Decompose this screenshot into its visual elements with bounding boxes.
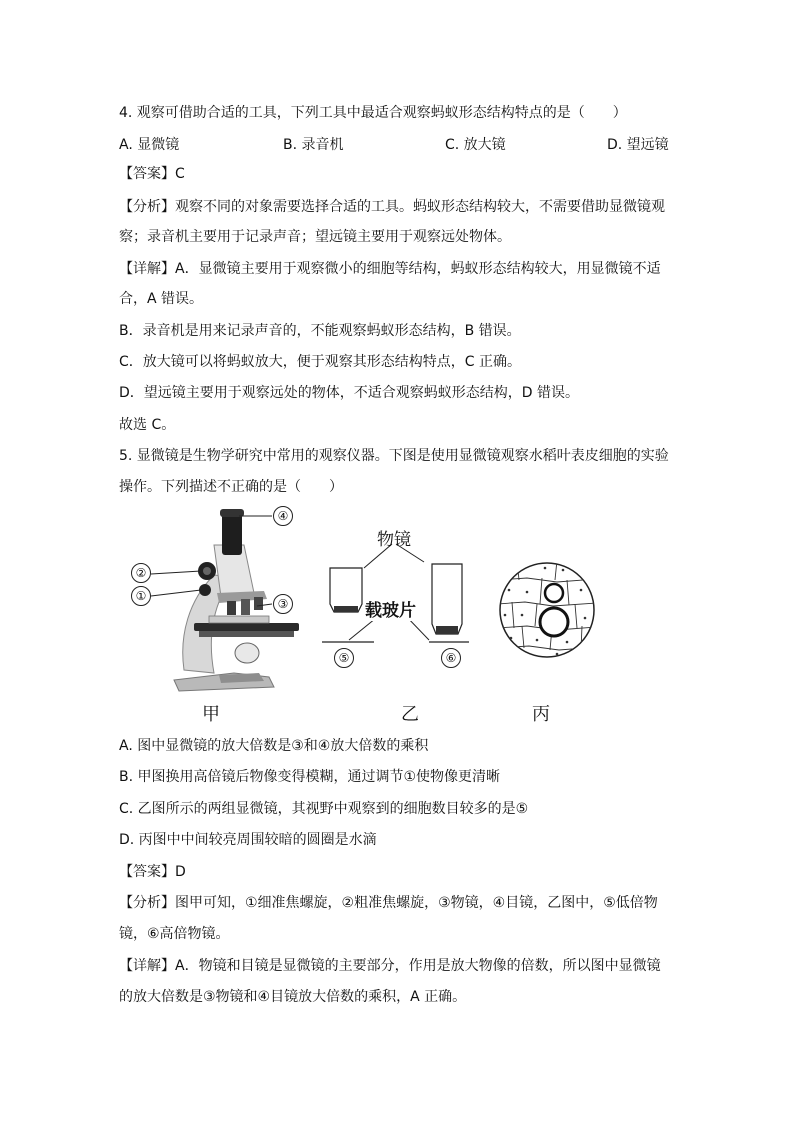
- q4-option-c: C. 放大镜: [445, 137, 506, 153]
- q5-option-a: A. 图中显微镜的放大倍数是③和④放大倍数的乘积: [119, 738, 429, 754]
- q4-detail-d: D．望远镜主要用于观察远处的物体，不适合观察蚂蚁形态结构，D 错误。: [119, 385, 580, 401]
- q4-option-b: B. 录音机: [283, 137, 344, 153]
- label-slide: 载玻片: [365, 596, 416, 621]
- field-of-view-drawing: [497, 560, 597, 660]
- q5-detail-line1: 【详解】A．物镜和目镜是显微镜的主要部分，作用是放大物像的倍数，所以图中显微镜: [119, 958, 661, 974]
- q4-analysis-line1: 【分析】观察不同的对象需要选择合适的工具。蚂蚁形态结构较大，不需要借助显微镜观: [119, 199, 665, 215]
- q5-answer: 【答案】D: [119, 864, 186, 880]
- q5-option-b: B. 甲图换用高倍镜后物像变得模糊，通过调节①使物像更清晰: [119, 769, 501, 785]
- mark-4: ④: [273, 506, 293, 526]
- mark-5: ⑤: [334, 648, 354, 668]
- q5-analysis-line1: 【分析】图甲可知，①细准焦螺旋，②粗准焦螺旋，③物镜，④目镜，乙图中，⑤低倍物: [119, 895, 658, 911]
- q5-analysis-line2: 镜，⑥高倍物镜。: [119, 926, 230, 942]
- q5-stem-line2: 操作。下列描述不正确的是（ ）: [119, 479, 343, 495]
- q4-option-a: A. 显微镜: [119, 137, 180, 153]
- q4-conclusion: 故选 C。: [119, 417, 176, 433]
- caption-jia: 甲: [202, 704, 220, 725]
- q4-detail-c: C．放大镜可以将蚂蚁放大，便于观察其形态结构特点，C 正确。: [119, 354, 521, 370]
- q4-detail-line2: 合，A 错误。: [119, 291, 204, 307]
- q4-answer: 【答案】C: [119, 166, 185, 182]
- caption-bing: 丙: [532, 704, 550, 725]
- q4-stem: 4. 观察可借助合适的工具，下列工具中最适合观察蚂蚁形态结构特点的是（ ）: [119, 105, 627, 121]
- q4-detail-b: B．录音机是用来记录声音的，不能观察蚂蚁形态结构，B 错误。: [119, 323, 521, 339]
- q4-detail-line1: 【详解】A．显微镜主要用于观察微小的细胞等结构，蚂蚁形态结构较大，用显微镜不适: [119, 261, 661, 277]
- microscope-figure: [119, 500, 679, 730]
- caption-yi: 乙: [401, 704, 419, 725]
- q5-detail-line2: 的放大倍数是③物镜和④目镜放大倍数的乘积，A 正确。: [119, 989, 467, 1005]
- mark-1: ①: [131, 586, 151, 606]
- q4-analysis-line2: 察；录音机主要用于记录声音；望远镜主要用于观察远处物体。: [119, 229, 511, 245]
- q4-option-d: D. 望远镜: [607, 137, 669, 153]
- mark-3: ③: [273, 594, 293, 614]
- label-objective: 物镜: [377, 530, 411, 550]
- q5-option-c: C. 乙图所示的两组显微镜，其视野中观察到的细胞数目较多的是⑤: [119, 801, 529, 817]
- q5-option-d: D. 丙图中中间较亮周围较暗的圆圈是水滴: [119, 832, 377, 848]
- q4-options: [119, 134, 671, 152]
- mark-6: ⑥: [441, 648, 461, 668]
- mark-2: ②: [131, 563, 151, 583]
- q5-stem-line1: 5. 显微镜是生物学研究中常用的观察仪器。下图是使用显微镜观察水稻叶表皮细胞的实验: [119, 448, 669, 464]
